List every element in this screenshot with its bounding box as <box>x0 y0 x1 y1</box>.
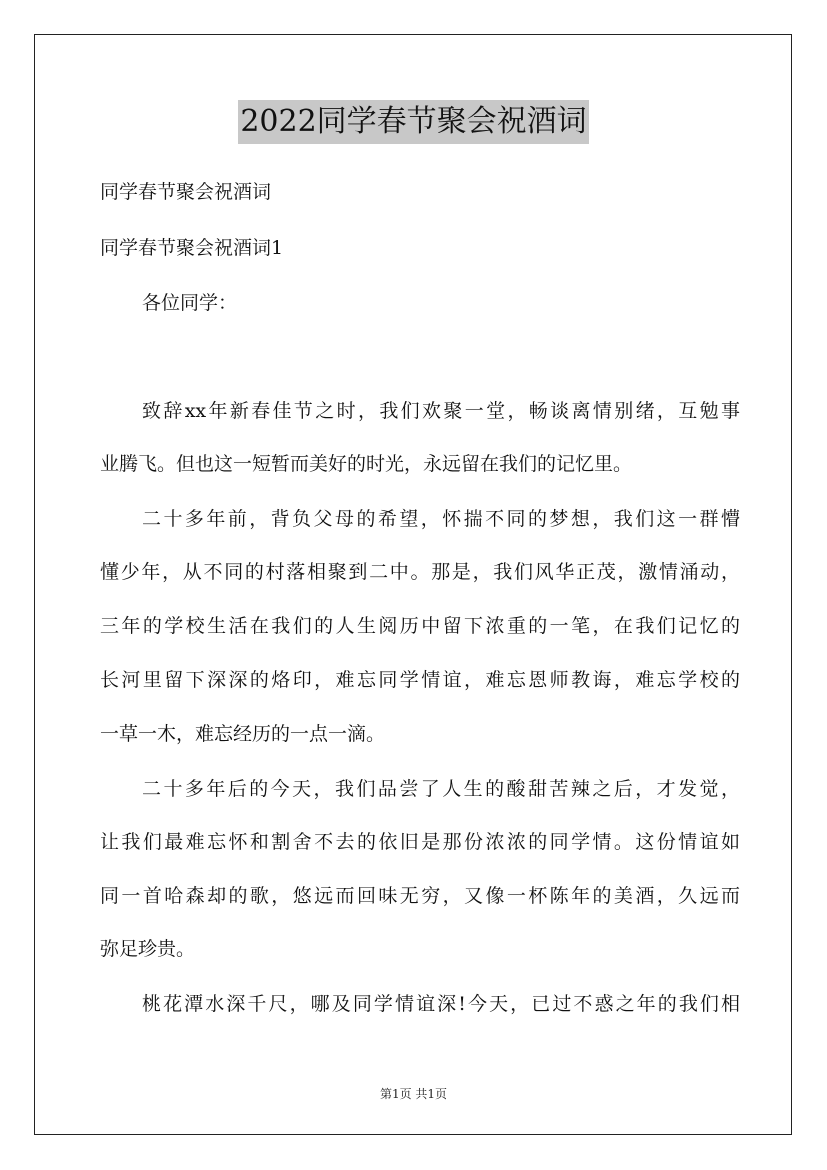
paragraph-line: 业腾飞。但也这一短暂而美好的时光，永远留在我们的记忆里。 <box>100 453 633 475</box>
paragraph-line: 致辞xx年新春佳节之时，我们欢聚一堂，畅谈离情别绪，互勉事 <box>142 400 740 422</box>
paragraph-line: 一草一木，难忘经历的一点一滴。 <box>100 723 386 745</box>
paragraph-line: 弥足珍贵。 <box>100 938 196 960</box>
paragraph-line: 让我们最难忘怀和割舍不去的依旧是那份浓浓的同学情。这份情谊如 <box>100 831 740 853</box>
document-subtitle: 同学春节聚会祝酒词 <box>100 181 272 203</box>
paragraph-line: 同一首哈森却的歌，悠远而回味无穷，又像一杯陈年的美酒，久远而 <box>100 885 740 907</box>
paragraph-line: 三年的学校生活在我们的人生阅历中留下浓重的一笔，在我们记忆的 <box>100 615 740 637</box>
paragraph-line: 懂少年，从不同的村落相聚到二中。那是，我们风华正茂，激情涌动， <box>100 561 740 583</box>
footer-area <box>0 1083 827 1103</box>
document-title: 2022同学春节聚会祝酒词 <box>238 100 588 144</box>
paragraph-line: 桃花潭水深千尺，哪及同学情谊深!今天，已过不惑之年的我们相 <box>142 993 740 1015</box>
paragraph-line: 二十多年前，背负父母的希望，怀揣不同的梦想，我们这一群懵 <box>142 508 740 530</box>
paragraph-line: 长河里留下深深的烙印，难忘同学情谊，难忘恩师教诲，难忘学校的 <box>100 669 740 691</box>
greeting: 各位同学： <box>142 292 238 314</box>
paragraph-line: 二十多年后的今天，我们品尝了人生的酸甜苦辣之后，才发觉， <box>142 778 740 800</box>
title-area <box>0 100 827 144</box>
page-number-footer: 第1页 共1页 <box>379 1087 448 1101</box>
section-heading: 同学春节聚会祝酒词1 <box>100 237 284 259</box>
